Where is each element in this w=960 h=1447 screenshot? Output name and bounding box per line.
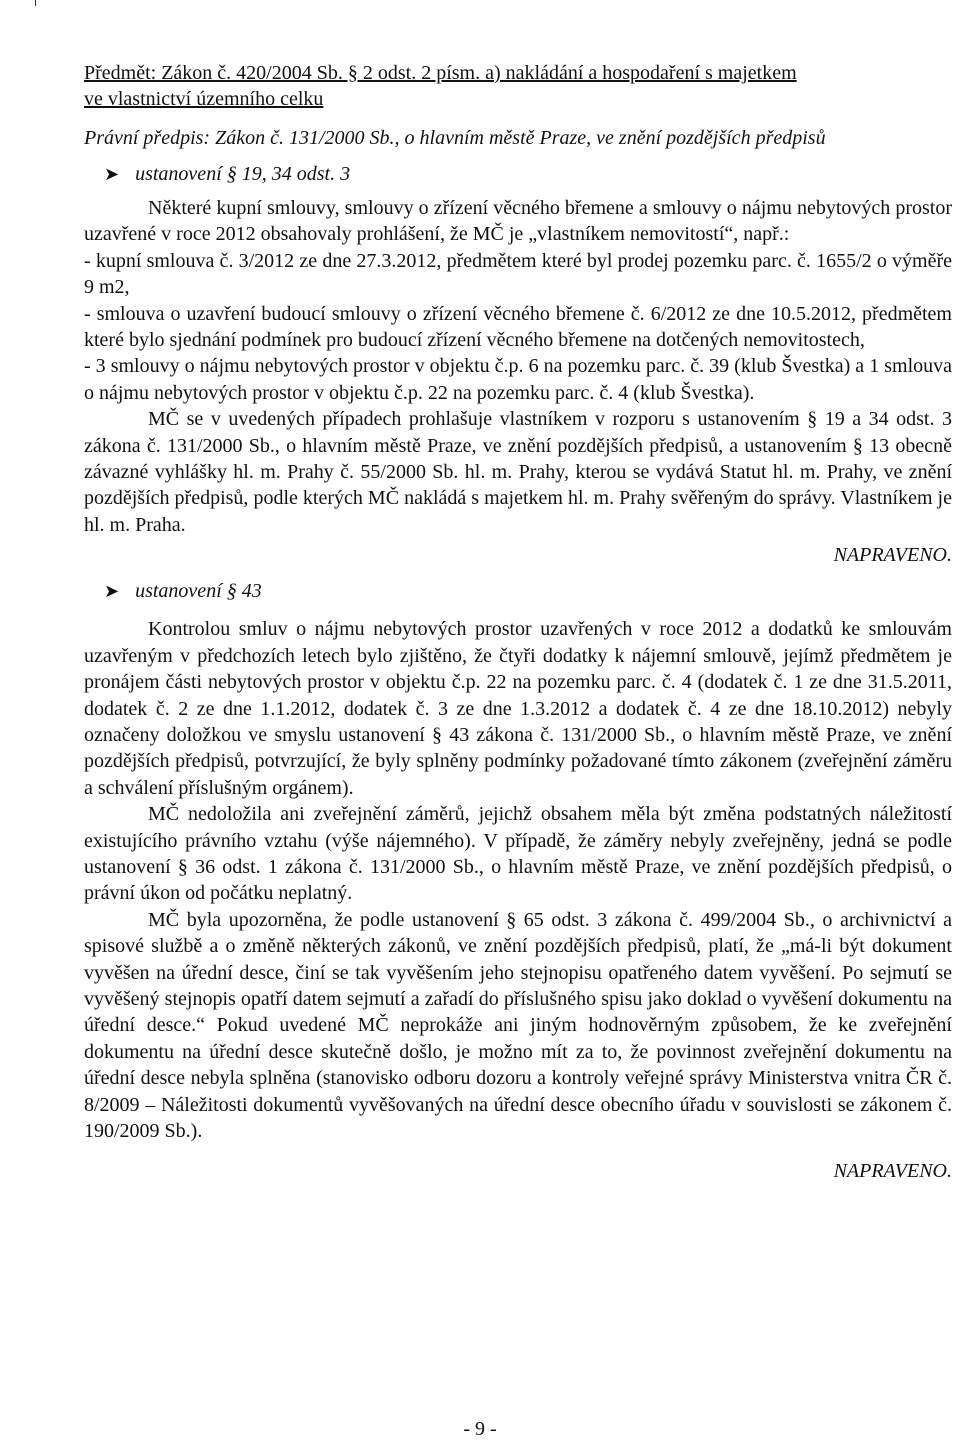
paragraph: MČ nedoložila ani zveřejnění záměrů, jejichž obsahem měla být změna podstatných náležitostí existujícího právního vztahu (výše nájemného). V případě, že záměry nebyly zveřejněny, jedná se podle ustanovení § 36 odst. 1 zákona č. 131/2000 Sb., o hlavním městě Praze, ve znění pozdějších předpisů, o právní úkon od počátku neplatný. [84, 803, 952, 905]
arrow-bullet-icon: ➤ [104, 164, 120, 184]
remedied-status: NAPRAVENO. [833, 1160, 952, 1183]
arrow-bullet-icon: ➤ [104, 581, 120, 602]
paragraph: Kontrolou smluv o nájmu nebytových prostor uzavřených v roce 2012 a dodatků ke smlouvám uzavřeným v předchozích letech bylo zjištěno, že čtyři dodatky k nájemní smlouvě, jejímž předmětem je pronájem části nebytových prostor v objektu č.p. 22 na pozemku parc. č. 4 (dodatek č. 1 ze dne 31.5.2011, dodatek č. 2 ze dne 1.1.2012, dodatek č. 3 ze dne 1.3.2012 a dodatek č. 4 ze dne 18.10.2012) nebyly označeny doložkou ve smyslu ustanovení § 43 zákona č. 131/2000 Sb., o hlavním městě Praze, ve znění pozdějších předpisů, potvrzující, že byly splněny podmínky požadované tímto zákonem (zveřejnění záměru a schválení příslušným orgánem). [84, 618, 952, 799]
subject-heading [84, 60, 952, 112]
paragraph: MČ se v uvedených případech prohlašuje vlastníkem v rozporu s ustanovením § 19 a 34 odst. 3 zákona č. 131/2000 Sb., o hlavním městě Praze, ve znění pozdějších předpisů, a ustanovením § 13 obecně závazné vyhlášky hl. m. Prahy č. 55/2000 Sb. hl. m. Prahy, kterou se vydává Statut hl. m. Prahy, ve znění pozdějších předpisů, podle kterých MČ nakládá s majetkem hl. m. Prahy svěřeným do správy. Vlastníkem je hl. m. Praha. [84, 408, 952, 536]
list-item: - smlouva o uzavření budoucí smlouvy o zřízení věcného břemene č. 6/2012 ze dne 10.5.2012, předmětem které bylo sjednání podmínek pro budoucí zřízení věcného břemene na dotčených nemovitostech, [84, 302, 952, 352]
provision-heading-19-34 [104, 161, 952, 187]
page-number: - 9 - [463, 1418, 497, 1440]
paragraph: MČ byla upozorněna, že podle ustanovení § 65 odst. 3 zákona č. 499/2004 Sb., o archivnictví a spisové službě a o změně některých zákonů, ve znění pozdějších předpisů, platí, že „má-li být dokument vyvěšen na úřední desce, činí se tak vyvěšením jeho stejnopisu opatřeného datem vyvěšení. Po sejmutí se vyvěšený stejnopis opatří datem sejmutí a zařadí do příslušného spisu jako doklad o vyvěšení dokumentu na úřední desce.“ Pokud uvedené MČ neprokáže ani jiným hodnověrným způsobem, že ke zveřejnění dokumentu na úřední desce skutečně došlo, je možno mít za to, že povinnost zveřejnění dokumentu na úřední desce nebyla splněna (stanovisko odboru dozoru a kontroly veřejné správy Ministerstva vnitra ČR č. 8/2009 – Náležitosti dokumentů vyvěšovaných na úřední desce obecního úřadu v souvislosti se zákonem č. 190/2009 Sb.). [84, 908, 952, 1142]
provision-heading-43 [104, 578, 952, 604]
scan-mark [35, 0, 36, 6]
document-page [84, 60, 952, 1184]
provision-heading-label: ustanovení § 19, 34 odst. 3 [135, 163, 351, 185]
provision-heading-label: ustanovení § 43 [135, 580, 262, 603]
subject-line-2: ve vlastnictví územního celku [84, 88, 324, 110]
paragraph: Některé kupní smlouvy, smlouvy o zřízení věcného břemene a smlouvy o nájmu nebytových prostor uzavřené v roce 2012 obsahovaly prohlášení, že MČ je „vlastníkem nemovitostí“, např.: [84, 197, 952, 246]
remedied-status: NAPRAVENO. [833, 544, 952, 567]
subject-line-1: Předmět: Zákon č. 420/2004 Sb. § 2 odst. 2 písm. a) nakládání a hospodaření s majetkem [84, 62, 797, 84]
list-item: - 3 smlouvy o nájmu nebytových prostor v objektu č.p. 6 na pozemku parc. č. 39 (klub Švestka) a 1 smlouva o nájmu nebytových prostor v objektu č.p. 22 na pozemku parc. č. 4 (klub Švestka). [84, 355, 952, 404]
section-1-body [84, 195, 952, 538]
list-item: - kupní smlouva č. 3/2012 ze dne 27.3.2012, předmětem které byl prodej pozemku parc. č. 1655/2 o výměře 9 m2, [84, 249, 952, 299]
legal-source: Právní předpis: Zákon č. 131/2000 Sb., o hlavním městě Praze, ve znění pozdějších předpisů [84, 127, 826, 149]
section-2-body [84, 616, 952, 1144]
